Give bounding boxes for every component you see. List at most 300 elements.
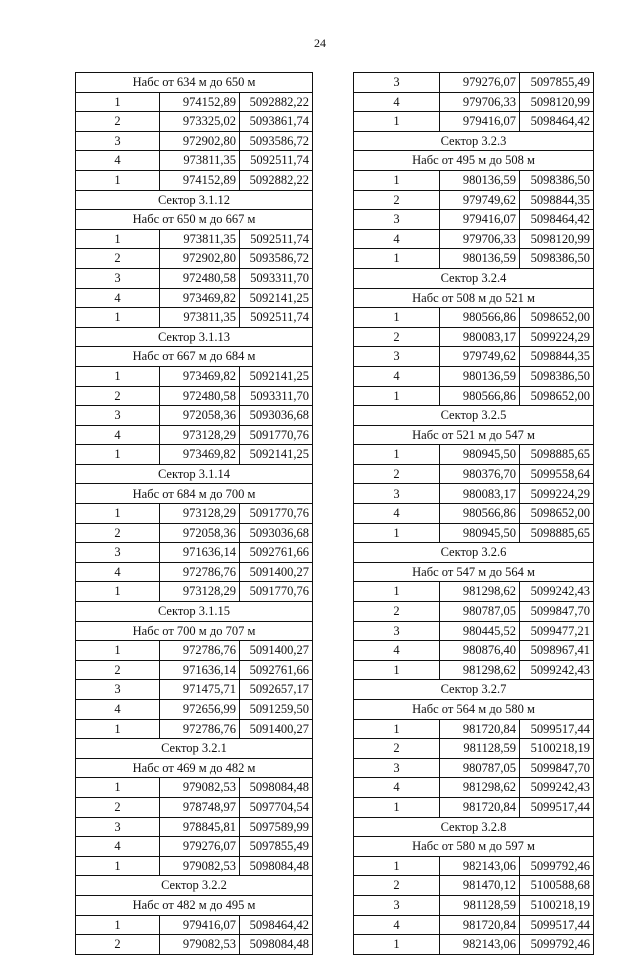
point-number-cell: 1 [354, 660, 440, 680]
x-coordinate-cell: 982143,06 [440, 935, 520, 955]
y-coordinate-cell: 5092511,74 [240, 151, 313, 171]
table-row [354, 778, 594, 798]
y-coordinate-cell: 5099847,70 [520, 758, 594, 778]
y-coordinate-cell: 5093586,72 [240, 249, 313, 269]
y-coordinate-cell: 5097589,99 [240, 817, 313, 837]
x-coordinate-cell: 981470,12 [440, 876, 520, 896]
y-coordinate-cell: 5098386,50 [520, 366, 594, 386]
section-header-row [76, 464, 313, 484]
section-header-cell: Сектор 3.1.12 [76, 190, 313, 210]
y-coordinate-cell: 5091400,27 [240, 562, 313, 582]
x-coordinate-cell: 981720,84 [440, 797, 520, 817]
section-header-cell: Сектор 3.2.2 [76, 876, 313, 896]
y-coordinate-cell: 5099224,29 [520, 484, 594, 504]
table-row [354, 366, 594, 386]
table-row [76, 425, 313, 445]
y-coordinate-cell: 5093311,70 [240, 386, 313, 406]
y-coordinate-cell: 5098386,50 [520, 249, 594, 269]
point-number-cell: 3 [76, 131, 160, 151]
section-header-cell: Сектор 3.1.15 [76, 602, 313, 622]
x-coordinate-cell: 981128,59 [440, 739, 520, 759]
section-header-cell: Набс от 667 м до 684 м [76, 347, 313, 367]
table-row [354, 915, 594, 935]
point-number-cell: 1 [354, 797, 440, 817]
table-row [354, 739, 594, 759]
table-row [76, 504, 313, 524]
table-row [354, 210, 594, 230]
y-coordinate-cell: 5097855,49 [240, 837, 313, 857]
coordinates-table-right [353, 72, 594, 955]
section-header-cell: Набс от 700 м до 707 м [76, 621, 313, 641]
point-number-cell: 1 [354, 523, 440, 543]
x-coordinate-cell: 972480,58 [160, 386, 240, 406]
x-coordinate-cell: 973469,82 [160, 288, 240, 308]
point-number-cell: 3 [354, 895, 440, 915]
point-number-cell: 1 [76, 641, 160, 661]
table-row [354, 445, 594, 465]
y-coordinate-cell: 5099847,70 [520, 602, 594, 622]
x-coordinate-cell: 979416,07 [440, 210, 520, 230]
section-header-row [76, 895, 313, 915]
x-coordinate-cell: 971636,14 [160, 660, 240, 680]
point-number-cell: 1 [354, 170, 440, 190]
x-coordinate-cell: 973469,82 [160, 445, 240, 465]
x-coordinate-cell: 971475,71 [160, 680, 240, 700]
y-coordinate-cell: 5099242,43 [520, 778, 594, 798]
section-header-row [354, 288, 594, 308]
x-coordinate-cell: 972786,76 [160, 562, 240, 582]
section-header-cell: Сектор 3.1.14 [76, 464, 313, 484]
table-row [354, 327, 594, 347]
section-header-row [354, 837, 594, 857]
y-coordinate-cell: 5100218,19 [520, 739, 594, 759]
x-coordinate-cell: 979082,53 [160, 778, 240, 798]
point-number-cell: 1 [354, 582, 440, 602]
point-number-cell: 2 [76, 660, 160, 680]
point-number-cell: 1 [354, 112, 440, 132]
section-header-cell: Набс от 564 м до 580 м [354, 700, 594, 720]
section-header-row [354, 562, 594, 582]
section-header-row [354, 406, 594, 426]
table-row [76, 523, 313, 543]
y-coordinate-cell: 5091400,27 [240, 641, 313, 661]
table-row [76, 700, 313, 720]
x-coordinate-cell: 979276,07 [160, 837, 240, 857]
y-coordinate-cell: 5092882,22 [240, 170, 313, 190]
y-coordinate-cell: 5091259,50 [240, 700, 313, 720]
y-coordinate-cell: 5098084,48 [240, 856, 313, 876]
point-number-cell: 1 [354, 249, 440, 269]
section-header-cell: Набс от 508 м до 521 м [354, 288, 594, 308]
x-coordinate-cell: 981128,59 [440, 895, 520, 915]
point-number-cell: 2 [76, 249, 160, 269]
section-header-row [76, 73, 313, 93]
x-coordinate-cell: 973469,82 [160, 366, 240, 386]
table-row [354, 92, 594, 112]
x-coordinate-cell: 972902,80 [160, 131, 240, 151]
point-number-cell: 4 [76, 425, 160, 445]
point-number-cell: 1 [76, 308, 160, 328]
point-number-cell: 1 [76, 170, 160, 190]
y-coordinate-cell: 5099242,43 [520, 660, 594, 680]
table-row [354, 895, 594, 915]
table-row [354, 308, 594, 328]
section-header-row [354, 543, 594, 563]
y-coordinate-cell: 5093861,74 [240, 112, 313, 132]
y-coordinate-cell: 5097704,54 [240, 797, 313, 817]
point-number-cell: 2 [354, 190, 440, 210]
x-coordinate-cell: 980083,17 [440, 484, 520, 504]
table-row [354, 112, 594, 132]
y-coordinate-cell: 5098844,35 [520, 347, 594, 367]
y-coordinate-cell: 5099517,44 [520, 915, 594, 935]
y-coordinate-cell: 5093036,68 [240, 406, 313, 426]
x-coordinate-cell: 979749,62 [440, 347, 520, 367]
point-number-cell: 2 [76, 386, 160, 406]
x-coordinate-cell: 980566,86 [440, 308, 520, 328]
point-number-cell: 2 [76, 935, 160, 955]
table-row [76, 386, 313, 406]
point-number-cell: 3 [76, 543, 160, 563]
y-coordinate-cell: 5092511,74 [240, 308, 313, 328]
y-coordinate-cell: 5098885,65 [520, 445, 594, 465]
section-header-row [354, 268, 594, 288]
point-number-cell: 1 [76, 445, 160, 465]
x-coordinate-cell: 979276,07 [440, 73, 520, 93]
table-row [76, 680, 313, 700]
x-coordinate-cell: 979706,33 [440, 229, 520, 249]
table-row [354, 229, 594, 249]
table-row [354, 504, 594, 524]
table-row [76, 112, 313, 132]
point-number-cell: 4 [354, 778, 440, 798]
table-row [76, 249, 313, 269]
y-coordinate-cell: 5098386,50 [520, 170, 594, 190]
section-header-row [354, 131, 594, 151]
section-header-cell: Набс от 495 м до 508 м [354, 151, 594, 171]
x-coordinate-cell: 974152,89 [160, 170, 240, 190]
point-number-cell: 3 [354, 347, 440, 367]
section-header-cell: Сектор 3.2.5 [354, 406, 594, 426]
y-coordinate-cell: 5092511,74 [240, 229, 313, 249]
x-coordinate-cell: 980945,50 [440, 523, 520, 543]
table-row [76, 268, 313, 288]
y-coordinate-cell: 5091770,76 [240, 504, 313, 524]
point-number-cell: 2 [354, 876, 440, 896]
x-coordinate-cell: 980136,59 [440, 170, 520, 190]
section-header-cell: Набс от 482 м до 495 м [76, 895, 313, 915]
x-coordinate-cell: 978845,81 [160, 817, 240, 837]
point-number-cell: 1 [76, 229, 160, 249]
x-coordinate-cell: 980787,05 [440, 602, 520, 622]
point-number-cell: 3 [354, 621, 440, 641]
x-coordinate-cell: 972902,80 [160, 249, 240, 269]
x-coordinate-cell: 981720,84 [440, 719, 520, 739]
y-coordinate-cell: 5092141,25 [240, 445, 313, 465]
table-row [76, 837, 313, 857]
point-number-cell: 2 [76, 797, 160, 817]
section-header-row [354, 700, 594, 720]
table-row [354, 73, 594, 93]
point-number-cell: 4 [76, 288, 160, 308]
point-number-cell: 1 [354, 445, 440, 465]
x-coordinate-cell: 971636,14 [160, 543, 240, 563]
point-number-cell: 3 [76, 406, 160, 426]
table-row [76, 778, 313, 798]
table-row [354, 582, 594, 602]
x-coordinate-cell: 974152,89 [160, 92, 240, 112]
table-row [354, 190, 594, 210]
y-coordinate-cell: 5093586,72 [240, 131, 313, 151]
x-coordinate-cell: 972480,58 [160, 268, 240, 288]
x-coordinate-cell: 980787,05 [440, 758, 520, 778]
x-coordinate-cell: 979082,53 [160, 935, 240, 955]
y-coordinate-cell: 5099558,64 [520, 464, 594, 484]
y-coordinate-cell: 5098885,65 [520, 523, 594, 543]
x-coordinate-cell: 981720,84 [440, 915, 520, 935]
table-row [76, 797, 313, 817]
point-number-cell: 4 [76, 700, 160, 720]
point-number-cell: 2 [354, 327, 440, 347]
y-coordinate-cell: 5092761,66 [240, 543, 313, 563]
point-number-cell: 1 [76, 778, 160, 798]
table-row [76, 719, 313, 739]
y-coordinate-cell: 5098120,99 [520, 229, 594, 249]
table-row [354, 641, 594, 661]
y-coordinate-cell: 5099224,29 [520, 327, 594, 347]
table-row [76, 641, 313, 661]
point-number-cell: 1 [76, 504, 160, 524]
point-number-cell: 4 [354, 915, 440, 935]
x-coordinate-cell: 972786,76 [160, 719, 240, 739]
section-header-row [76, 876, 313, 896]
x-coordinate-cell: 980376,70 [440, 464, 520, 484]
table-row [76, 915, 313, 935]
section-header-row [76, 758, 313, 778]
section-header-cell: Набс от 650 м до 667 м [76, 210, 313, 230]
table-row [354, 249, 594, 269]
y-coordinate-cell: 5091400,27 [240, 719, 313, 739]
table-row [76, 229, 313, 249]
y-coordinate-cell: 5098084,48 [240, 778, 313, 798]
point-number-cell: 1 [76, 719, 160, 739]
table-body-left [76, 73, 313, 955]
point-number-cell: 3 [354, 73, 440, 93]
y-coordinate-cell: 5092141,25 [240, 366, 313, 386]
point-number-cell: 2 [76, 523, 160, 543]
x-coordinate-cell: 973128,29 [160, 425, 240, 445]
x-coordinate-cell: 980566,86 [440, 504, 520, 524]
section-header-cell: Сектор 3.2.6 [354, 543, 594, 563]
x-coordinate-cell: 980876,40 [440, 641, 520, 661]
x-coordinate-cell: 978748,97 [160, 797, 240, 817]
y-coordinate-cell: 5097855,49 [520, 73, 594, 93]
section-header-cell: Набс от 469 м до 482 м [76, 758, 313, 778]
y-coordinate-cell: 5098652,00 [520, 308, 594, 328]
x-coordinate-cell: 972058,36 [160, 523, 240, 543]
y-coordinate-cell: 5092657,17 [240, 680, 313, 700]
x-coordinate-cell: 973128,29 [160, 504, 240, 524]
y-coordinate-cell: 5098464,42 [240, 915, 313, 935]
point-number-cell: 4 [354, 641, 440, 661]
y-coordinate-cell: 5099517,44 [520, 797, 594, 817]
x-coordinate-cell: 980566,86 [440, 386, 520, 406]
point-number-cell: 1 [76, 915, 160, 935]
x-coordinate-cell: 981298,62 [440, 582, 520, 602]
point-number-cell: 3 [354, 484, 440, 504]
section-header-row [76, 210, 313, 230]
section-header-cell: Сектор 3.2.3 [354, 131, 594, 151]
table-row [76, 445, 313, 465]
x-coordinate-cell: 980083,17 [440, 327, 520, 347]
table-row [76, 92, 313, 112]
y-coordinate-cell: 5098844,35 [520, 190, 594, 210]
x-coordinate-cell: 979416,07 [160, 915, 240, 935]
table-row [354, 602, 594, 622]
point-number-cell: 3 [76, 268, 160, 288]
point-number-cell: 1 [76, 582, 160, 602]
table-row [76, 170, 313, 190]
section-header-row [76, 739, 313, 759]
y-coordinate-cell: 5091770,76 [240, 425, 313, 445]
point-number-cell: 1 [76, 856, 160, 876]
section-header-cell: Набс от 547 м до 564 м [354, 562, 594, 582]
section-header-row [354, 680, 594, 700]
x-coordinate-cell: 973811,35 [160, 229, 240, 249]
table-row [76, 543, 313, 563]
y-coordinate-cell: 5098464,42 [520, 112, 594, 132]
point-number-cell: 1 [354, 308, 440, 328]
table-row [76, 406, 313, 426]
y-coordinate-cell: 5098120,99 [520, 92, 594, 112]
point-number-cell: 2 [354, 464, 440, 484]
table-body-right [354, 73, 594, 955]
y-coordinate-cell: 5099242,43 [520, 582, 594, 602]
section-header-cell: Сектор 3.2.4 [354, 268, 594, 288]
x-coordinate-cell: 973811,35 [160, 308, 240, 328]
x-coordinate-cell: 973128,29 [160, 582, 240, 602]
y-coordinate-cell: 5099792,46 [520, 935, 594, 955]
section-header-row [354, 817, 594, 837]
x-coordinate-cell: 981298,62 [440, 778, 520, 798]
section-header-cell: Сектор 3.2.1 [76, 739, 313, 759]
point-number-cell: 1 [76, 366, 160, 386]
x-coordinate-cell: 979706,33 [440, 92, 520, 112]
y-coordinate-cell: 5093311,70 [240, 268, 313, 288]
table-row [354, 856, 594, 876]
point-number-cell: 4 [76, 837, 160, 857]
table-row [76, 131, 313, 151]
table-row [76, 935, 313, 955]
coordinates-table-left [75, 72, 313, 955]
section-header-cell: Сектор 3.1.13 [76, 327, 313, 347]
section-header-row [76, 484, 313, 504]
y-coordinate-cell: 5099477,21 [520, 621, 594, 641]
point-number-cell: 4 [76, 151, 160, 171]
point-number-cell: 3 [76, 817, 160, 837]
x-coordinate-cell: 972786,76 [160, 641, 240, 661]
table-row [76, 308, 313, 328]
table-row [76, 817, 313, 837]
section-header-row [76, 190, 313, 210]
y-coordinate-cell: 5099517,44 [520, 719, 594, 739]
table-row [354, 464, 594, 484]
table-row [76, 562, 313, 582]
point-number-cell: 1 [354, 935, 440, 955]
table-row [76, 582, 313, 602]
x-coordinate-cell: 979416,07 [440, 112, 520, 132]
y-coordinate-cell: 5092761,66 [240, 660, 313, 680]
x-coordinate-cell: 979749,62 [440, 190, 520, 210]
table-row [76, 288, 313, 308]
x-coordinate-cell: 980136,59 [440, 366, 520, 386]
table-row [354, 386, 594, 406]
point-number-cell: 1 [354, 856, 440, 876]
table-row [354, 347, 594, 367]
x-coordinate-cell: 979082,53 [160, 856, 240, 876]
y-coordinate-cell: 5098652,00 [520, 504, 594, 524]
x-coordinate-cell: 980945,50 [440, 445, 520, 465]
x-coordinate-cell: 981298,62 [440, 660, 520, 680]
table-row [354, 935, 594, 955]
x-coordinate-cell: 973325,02 [160, 112, 240, 132]
point-number-cell: 2 [76, 112, 160, 132]
y-coordinate-cell: 5092141,25 [240, 288, 313, 308]
table-row [354, 876, 594, 896]
y-coordinate-cell: 5092882,22 [240, 92, 313, 112]
point-number-cell: 1 [354, 386, 440, 406]
y-coordinate-cell: 5098464,42 [520, 210, 594, 230]
y-coordinate-cell: 5091770,76 [240, 582, 313, 602]
y-coordinate-cell: 5098084,48 [240, 935, 313, 955]
section-header-cell: Сектор 3.2.7 [354, 680, 594, 700]
x-coordinate-cell: 982143,06 [440, 856, 520, 876]
section-header-cell: Набс от 580 м до 597 м [354, 837, 594, 857]
point-number-cell: 1 [354, 719, 440, 739]
section-header-cell: Набс от 634 м до 650 м [76, 73, 313, 93]
point-number-cell: 2 [354, 739, 440, 759]
section-header-row [354, 425, 594, 445]
x-coordinate-cell: 972656,99 [160, 700, 240, 720]
table-row [76, 151, 313, 171]
point-number-cell: 4 [354, 504, 440, 524]
y-coordinate-cell: 5100588,68 [520, 876, 594, 896]
page-number: 24 [314, 36, 326, 50]
x-coordinate-cell: 972058,36 [160, 406, 240, 426]
y-coordinate-cell: 5099792,46 [520, 856, 594, 876]
x-coordinate-cell: 973811,35 [160, 151, 240, 171]
table-row [354, 797, 594, 817]
table-row [76, 660, 313, 680]
x-coordinate-cell: 980445,52 [440, 621, 520, 641]
point-number-cell: 3 [354, 210, 440, 230]
section-header-row [76, 347, 313, 367]
table-row [354, 621, 594, 641]
point-number-cell: 3 [354, 758, 440, 778]
point-number-cell: 3 [76, 680, 160, 700]
section-header-row [76, 327, 313, 347]
table-row [354, 523, 594, 543]
section-header-cell: Сектор 3.2.8 [354, 817, 594, 837]
section-header-cell: Набс от 521 м до 547 м [354, 425, 594, 445]
y-coordinate-cell: 5093036,68 [240, 523, 313, 543]
table-row [76, 856, 313, 876]
point-number-cell: 2 [354, 602, 440, 622]
y-coordinate-cell: 5098652,00 [520, 386, 594, 406]
section-header-row [76, 602, 313, 622]
section-header-cell: Набс от 684 м до 700 м [76, 484, 313, 504]
point-number-cell: 1 [76, 92, 160, 112]
